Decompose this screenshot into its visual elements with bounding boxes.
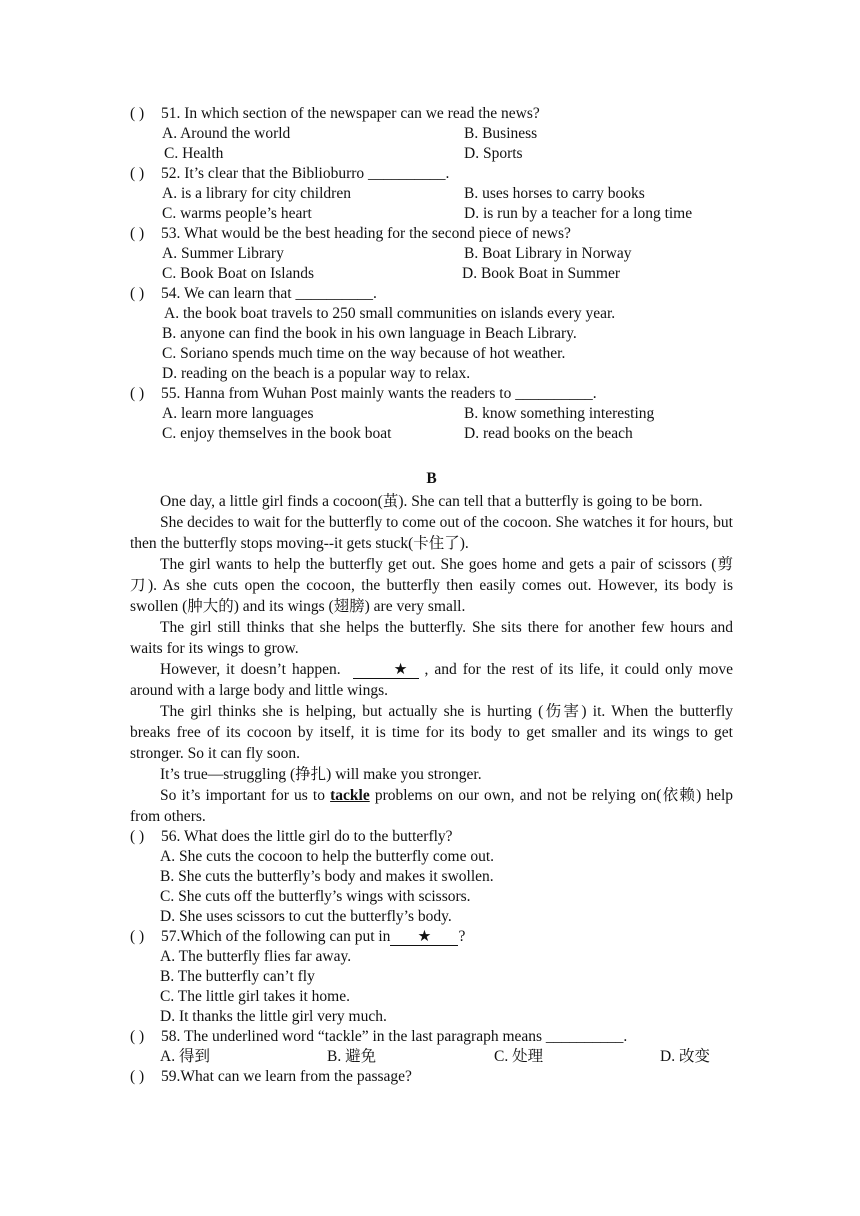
- option-d: [130, 907, 733, 927]
- question-text: 56. What does the little girl do to the butterfly?: [161, 828, 453, 845]
- option-d: [130, 1007, 733, 1027]
- question-51: [130, 104, 733, 124]
- option-c: [130, 887, 733, 907]
- option-c: [130, 987, 733, 1007]
- answer-paren[interactable]: ( ): [130, 285, 145, 302]
- question-text: 51. In which section of the newspaper can we read the news?: [161, 105, 540, 122]
- option-a: A. is a library for city children: [162, 185, 351, 202]
- question-text: 55. Hanna from Wuhan Post mainly wants the readers to __________.: [161, 385, 597, 402]
- option-b: B. Business: [464, 125, 538, 142]
- option-a: A. 得到: [160, 1048, 210, 1065]
- answer-paren[interactable]: ( ): [130, 105, 145, 122]
- option-d: D. is run by a teacher for a long time: [464, 205, 693, 222]
- options-row: [130, 144, 733, 164]
- option-d: D. Sports: [464, 145, 523, 162]
- option-c: C. Book Boat on Islands: [162, 265, 314, 282]
- option-text: C. The little girl takes it home.: [160, 988, 350, 1005]
- question-54: [130, 284, 733, 304]
- question-text: 58. The underlined word “tackle” in the last paragraph means __________.: [161, 1028, 628, 1045]
- option-text: C. Soriano spends much time on the way because of hot weather.: [162, 345, 566, 362]
- option-c: C. 处理: [494, 1048, 544, 1065]
- passage-paragraph: The girl thinks she is helping, but actually she is hurting (伤害) it. When the butterfly breaks free of its cocoon by itself, it is time for its body to get smaller and its wings to get stronger. So it can fly soon.: [130, 703, 733, 762]
- passage-paragraph: It’s true—struggling (挣扎) will make you stronger.: [160, 766, 482, 783]
- options-row: [130, 124, 733, 144]
- question-56: [130, 827, 733, 847]
- option-d: D. Book Boat in Summer: [462, 265, 621, 282]
- answer-paren[interactable]: ( ): [130, 928, 145, 945]
- question-58: [130, 1027, 733, 1047]
- options-row: [130, 204, 733, 224]
- option-a: [130, 947, 733, 967]
- passage-paragraph: The girl wants to help the butterfly get out. She goes home and gets a pair of scissors (剪刀). As she cuts open the cocoon, the butterfly then easily comes out. However, its body is swollen (肿大的) and its wings (翅膀) are very small.: [130, 556, 733, 615]
- option-b: B. Boat Library in Norway: [464, 245, 632, 262]
- option-c: [130, 344, 733, 364]
- paragraph-text: problems on our own, and not be relying on(依赖) help from others.: [130, 787, 734, 825]
- option-text: D. She uses scissors to cut the butterfly’s body.: [160, 908, 452, 925]
- star-blank[interactable]: ★: [390, 928, 458, 946]
- option-text: A. the book boat travels to 250 small communities on islands every year.: [164, 305, 616, 322]
- option-text: B. anyone can find the book in his own language in Beach Library.: [162, 325, 577, 342]
- option-a: [130, 847, 733, 867]
- option-text: D. It thanks the little girl very much.: [160, 1008, 387, 1025]
- option-text: A. The butterfly flies far away.: [160, 948, 352, 965]
- passage-paragraph: She decides to wait for the butterfly to come out of the cocoon. She watches it for hours, but then the butterfly stops moving--it gets stuck(卡住了).: [130, 514, 733, 552]
- passage-paragraph: [130, 785, 733, 827]
- options-row: [130, 264, 733, 284]
- answer-paren[interactable]: ( ): [130, 385, 145, 402]
- option-d: D. 改变: [660, 1048, 710, 1065]
- answer-paren[interactable]: ( ): [130, 1068, 145, 1085]
- answer-paren[interactable]: ( ): [130, 1028, 145, 1045]
- worksheet-page: [130, 104, 733, 1087]
- option-b: B. uses horses to carry books: [464, 185, 645, 202]
- passage-paragraph: The girl still thinks that she helps the butterfly. She sits there for another few hours and waits for its wings to grow.: [130, 619, 733, 657]
- option-text: D. reading on the beach is a popular way to relax.: [162, 365, 471, 382]
- option-a: A. learn more languages: [162, 405, 314, 422]
- underlined-word: tackle: [330, 787, 370, 804]
- option-a: [130, 304, 733, 324]
- option-d: [130, 364, 733, 384]
- options-row: [130, 184, 733, 204]
- question-text-part: 57.Which of the following can put in: [161, 928, 391, 945]
- option-b: B. 避免: [327, 1048, 377, 1065]
- question-57: [130, 927, 733, 947]
- question-text: [161, 927, 465, 947]
- options-row: [130, 244, 733, 264]
- option-b: [130, 867, 733, 887]
- passage-paragraph: [130, 659, 733, 701]
- question-text: 59.What can we learn from the passage?: [161, 1068, 412, 1085]
- option-d: D. read books on the beach: [464, 425, 633, 442]
- options-row: [130, 424, 733, 444]
- option-text: B. She cuts the butterfly’s body and makes it swollen.: [160, 868, 494, 885]
- question-59: [130, 1067, 733, 1087]
- option-c: C. Health: [164, 145, 224, 162]
- option-b: [130, 967, 733, 987]
- question-text: 53. What would be the best heading for the second piece of news?: [161, 225, 571, 242]
- question-mark: ?: [458, 928, 466, 945]
- paragraph-text: , and for the rest of its life, it could only move around with a large body and little wings.: [130, 661, 734, 699]
- question-53: [130, 224, 733, 244]
- answer-paren[interactable]: ( ): [130, 828, 145, 845]
- option-text: B. The butterfly can’t fly: [160, 968, 315, 985]
- question-52: [130, 164, 733, 184]
- option-b: [130, 324, 733, 344]
- option-c: C. warms people’s heart: [162, 205, 312, 222]
- passage-paragraph: One day, a little girl finds a cocoon(茧). She can tell that a butterfly is going to be born.: [160, 493, 703, 510]
- options-row: [130, 1047, 733, 1067]
- question-text: 52. It’s clear that the Biblioburro __________.: [161, 165, 450, 182]
- options-row: [130, 404, 733, 424]
- question-text: 54. We can learn that __________.: [161, 285, 377, 302]
- option-a: A. Around the world: [162, 125, 291, 142]
- option-text: A. She cuts the cocoon to help the butterfly come out.: [160, 848, 495, 865]
- answer-paren[interactable]: ( ): [130, 225, 145, 242]
- option-c: C. enjoy themselves in the book boat: [162, 425, 392, 442]
- option-b: B. know something interesting: [464, 405, 655, 422]
- option-a: A. Summer Library: [162, 245, 284, 262]
- option-text: C. She cuts off the butterfly’s wings with scissors.: [160, 888, 471, 905]
- paragraph-text: However, it doesn’t happen.: [160, 661, 341, 678]
- star-blank[interactable]: ★: [353, 661, 419, 679]
- section-heading: B: [426, 470, 437, 487]
- answer-paren[interactable]: ( ): [130, 165, 145, 182]
- paragraph-text: So it’s important for us to: [160, 787, 325, 804]
- question-55: [130, 384, 733, 404]
